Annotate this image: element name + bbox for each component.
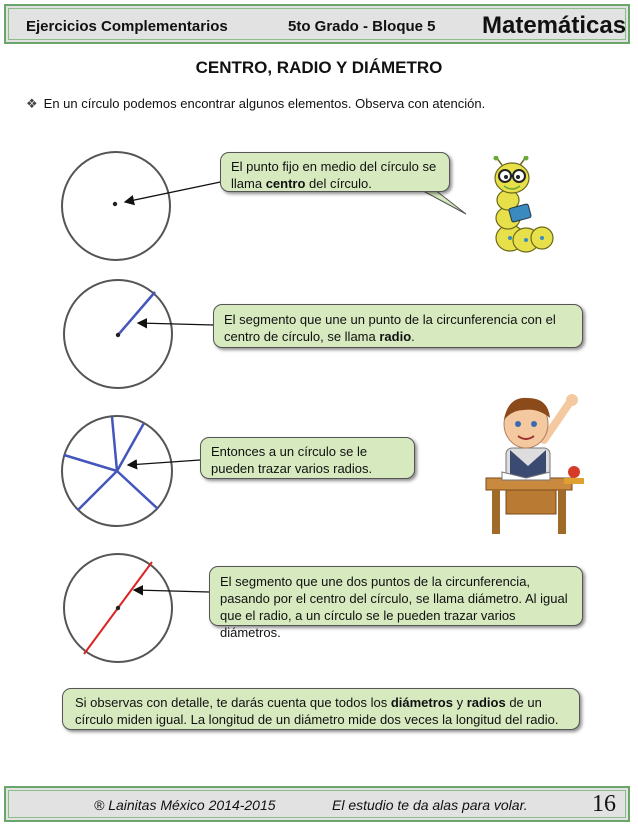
footer-motto: El estudio te da alas para volar. — [332, 797, 528, 813]
bubble-radios — [200, 437, 415, 479]
header-subject: Ejercicios Complementarios — [26, 18, 228, 35]
page-title: CENTRO, RADIO Y DIÁMETRO — [195, 58, 443, 77]
header-course: Matemáticas — [482, 12, 627, 39]
bubble-radios-text: Entonces a un círculo se le pueden trazar varios radios. — [211, 444, 373, 476]
diamond-bullet-icon: ❖ — [26, 96, 38, 111]
bubble-centro-bold: centro — [265, 176, 306, 191]
bubble-centro-post: del círculo. — [305, 176, 372, 191]
intro-text: En un círculo podemos encontrar algunos elementos. Observa con atención. — [43, 96, 486, 111]
boy-at-desk-illustration — [478, 390, 588, 536]
circle-radius-figure — [62, 278, 174, 390]
bubble-centro — [220, 152, 450, 192]
circle-diameter-figure — [62, 552, 174, 664]
caterpillar-illustration — [486, 156, 558, 256]
radius-line — [64, 455, 117, 471]
bubble-radio-post: . — [411, 329, 415, 344]
center-point — [113, 202, 117, 206]
summary-bold-diametros: diámetros — [390, 695, 453, 710]
center-point — [116, 333, 120, 337]
radius-line — [117, 471, 158, 509]
intro-line — [26, 96, 485, 112]
bubble-radio-pre: El segmento que une un punto de la circunferencia con el centro de círculo, se llama — [224, 312, 556, 344]
radius-line — [117, 423, 144, 471]
bubble-summary — [62, 688, 580, 730]
bubble-radio — [213, 304, 583, 348]
bubble-diametro-text: El segmento que une dos puntos de la circunferencia, pasando por el centro del círculo, se llama diámetro. Al igual que el radio, a un círculo se le pueden trazar varios diámetros. — [220, 574, 568, 640]
summary-pre: Si observas con detalle, te darás cuenta que todos los — [75, 695, 391, 710]
footer-copyright: ® Lainitas México 2014-2015 — [94, 797, 276, 813]
circle-outline — [62, 152, 170, 260]
header-grade: 5to Grado - Bloque 5 — [288, 18, 436, 35]
radius-line — [112, 417, 117, 471]
bubble-diametro — [209, 566, 583, 640]
circle-many-radii-figure — [60, 414, 174, 528]
summary-post: de un círculo miden igual. La longitud de un diámetro mide dos veces la longitud del radio. — [75, 695, 559, 727]
summary-bold-radios: radios — [466, 695, 506, 710]
circle-center-figure — [60, 150, 172, 262]
summary-mid: y — [452, 695, 467, 710]
center-point — [116, 606, 120, 610]
page-footer — [4, 786, 630, 822]
radius-line — [118, 292, 155, 335]
bubble-centro-pre: El punto fijo en medio del círculo se llama — [231, 159, 437, 191]
bubble-radio-bold: radio — [379, 329, 412, 344]
radius-line — [78, 471, 117, 510]
page-header — [4, 4, 630, 44]
page-number: 16 — [592, 791, 616, 817]
